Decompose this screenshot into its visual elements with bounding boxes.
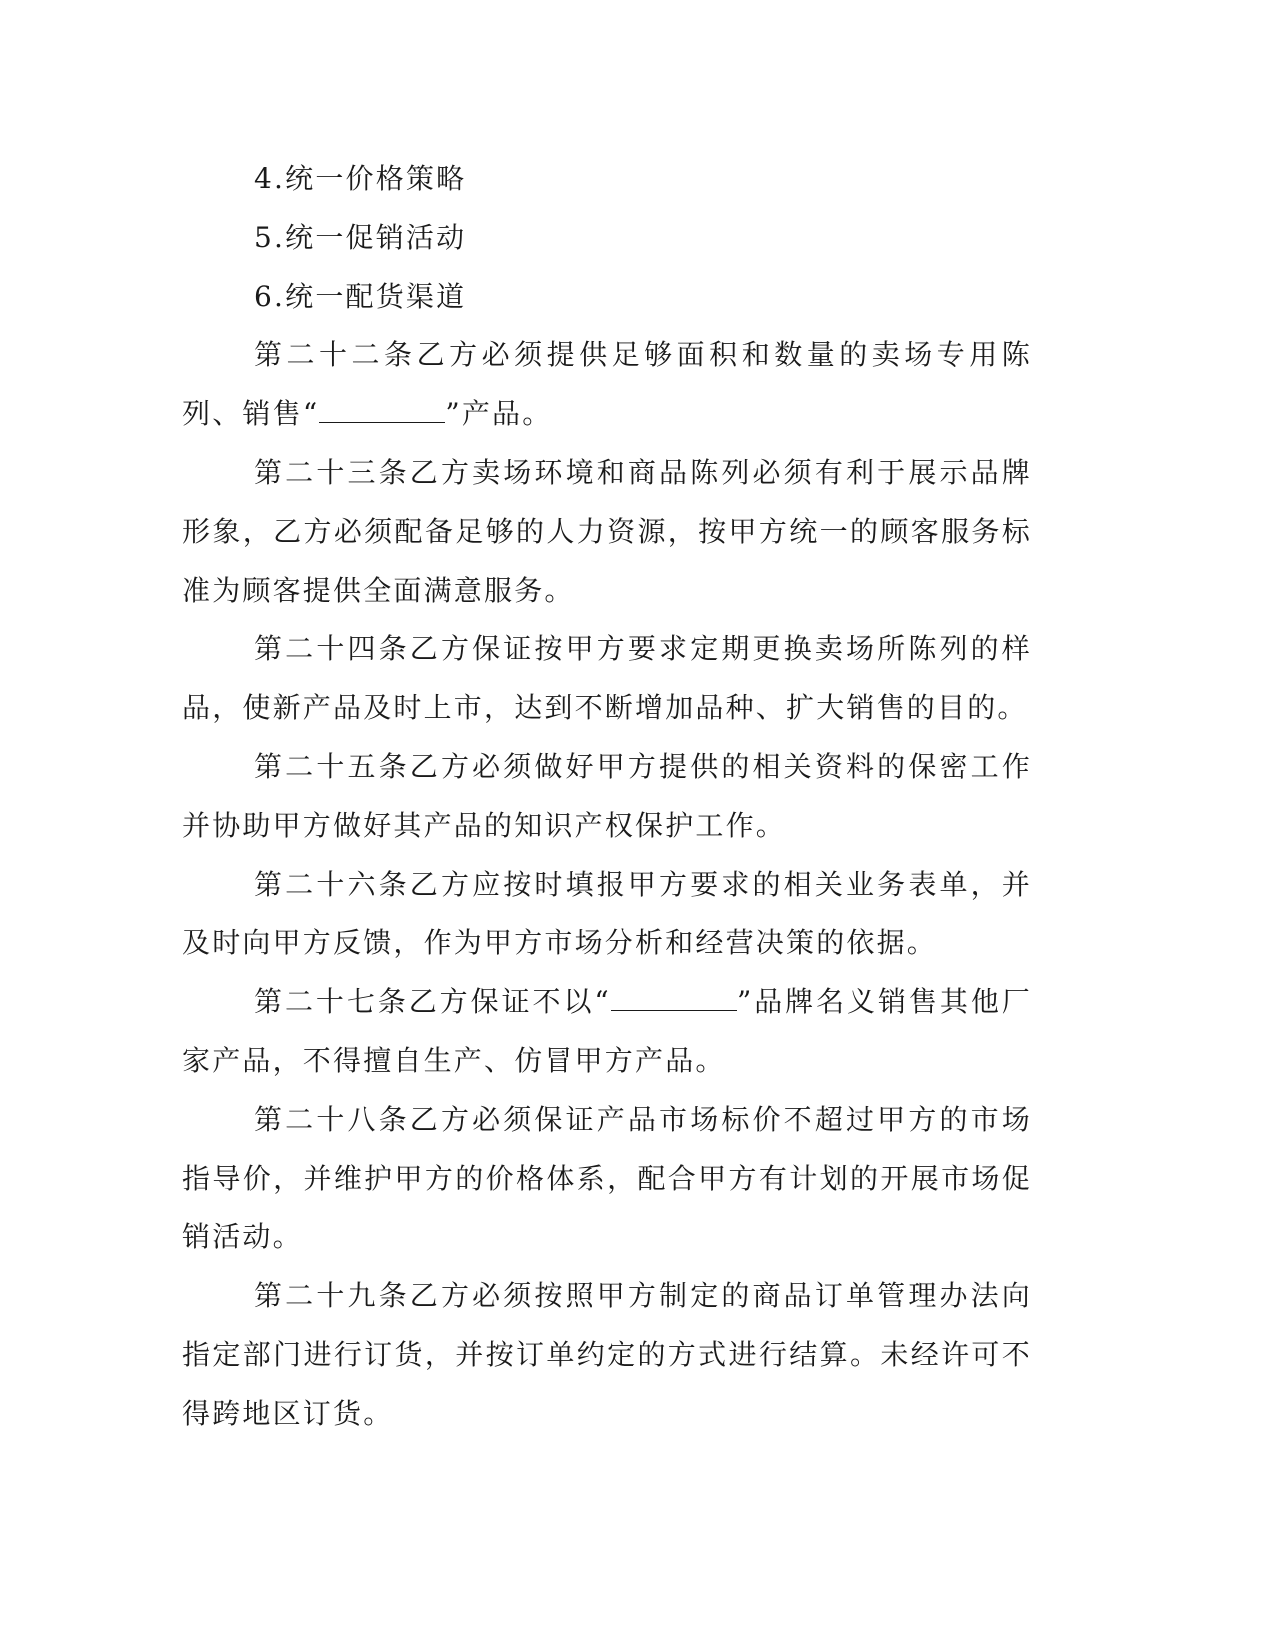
article-28: 第二十八条乙方必须保证产品市场标价不超过甲方的市场指导价，并维护甲方的价格体系，配合甲方有计划的开展市场促销活动。 [182,1102,1032,1254]
article-27-text: 第二十七条乙方保证不以“ [254,985,611,1019]
fill-in-blank [611,980,737,1011]
list-item-4: 4.统一价格策略 [254,162,467,195]
article-24: 第二十四条乙方保证按甲方要求定期更换卖场所陈列的样品，使新产品及时上市，达到不断增加品种、扩大销售的目的。 [182,632,1032,725]
article-22-open-quote: “ [302,397,320,431]
article-29: 第二十九条乙方必须按照甲方制定的商品订单管理办法向指定部门进行订货，并按订单约定的方式进行结算。未经许可不得跨地区订货。 [182,1279,1032,1430]
article-22 [182,326,1032,444]
article-27-tail: ”品牌名义销售其他厂家产品，不得擅自生产、仿冒甲方产品。 [182,985,1032,1077]
article-23: 第二十三条乙方卖场环境和商品陈列必须有利于展示品牌形象，乙方必须配备足够的人力资源，按甲方统一的顾客服务标准为顾客提供全面满意服务。 [182,455,1032,607]
article-25: 第二十五条乙方必须做好甲方提供的相关资料的保密工作并协助甲方做好其产品的知识产权保护工作。 [182,749,1032,842]
article-22-tail: ”产品。 [445,397,553,431]
document-body [182,150,1032,1444]
list-item-6: 6.统一配货渠道 [254,279,467,313]
fill-in-blank [319,392,445,423]
article-26: 第二十六条乙方应按时填报甲方要求的相关业务表单，并及时向甲方反馈，作为甲方市场分析和经营决策的依据。 [182,867,1032,960]
article-27 [182,973,1032,1091]
article-22-text: 第二十二条乙方必须提供足够面积和数量的卖场专用陈列、销售 [182,338,1032,431]
list-item-5: 5.统一促销活动 [254,220,467,254]
